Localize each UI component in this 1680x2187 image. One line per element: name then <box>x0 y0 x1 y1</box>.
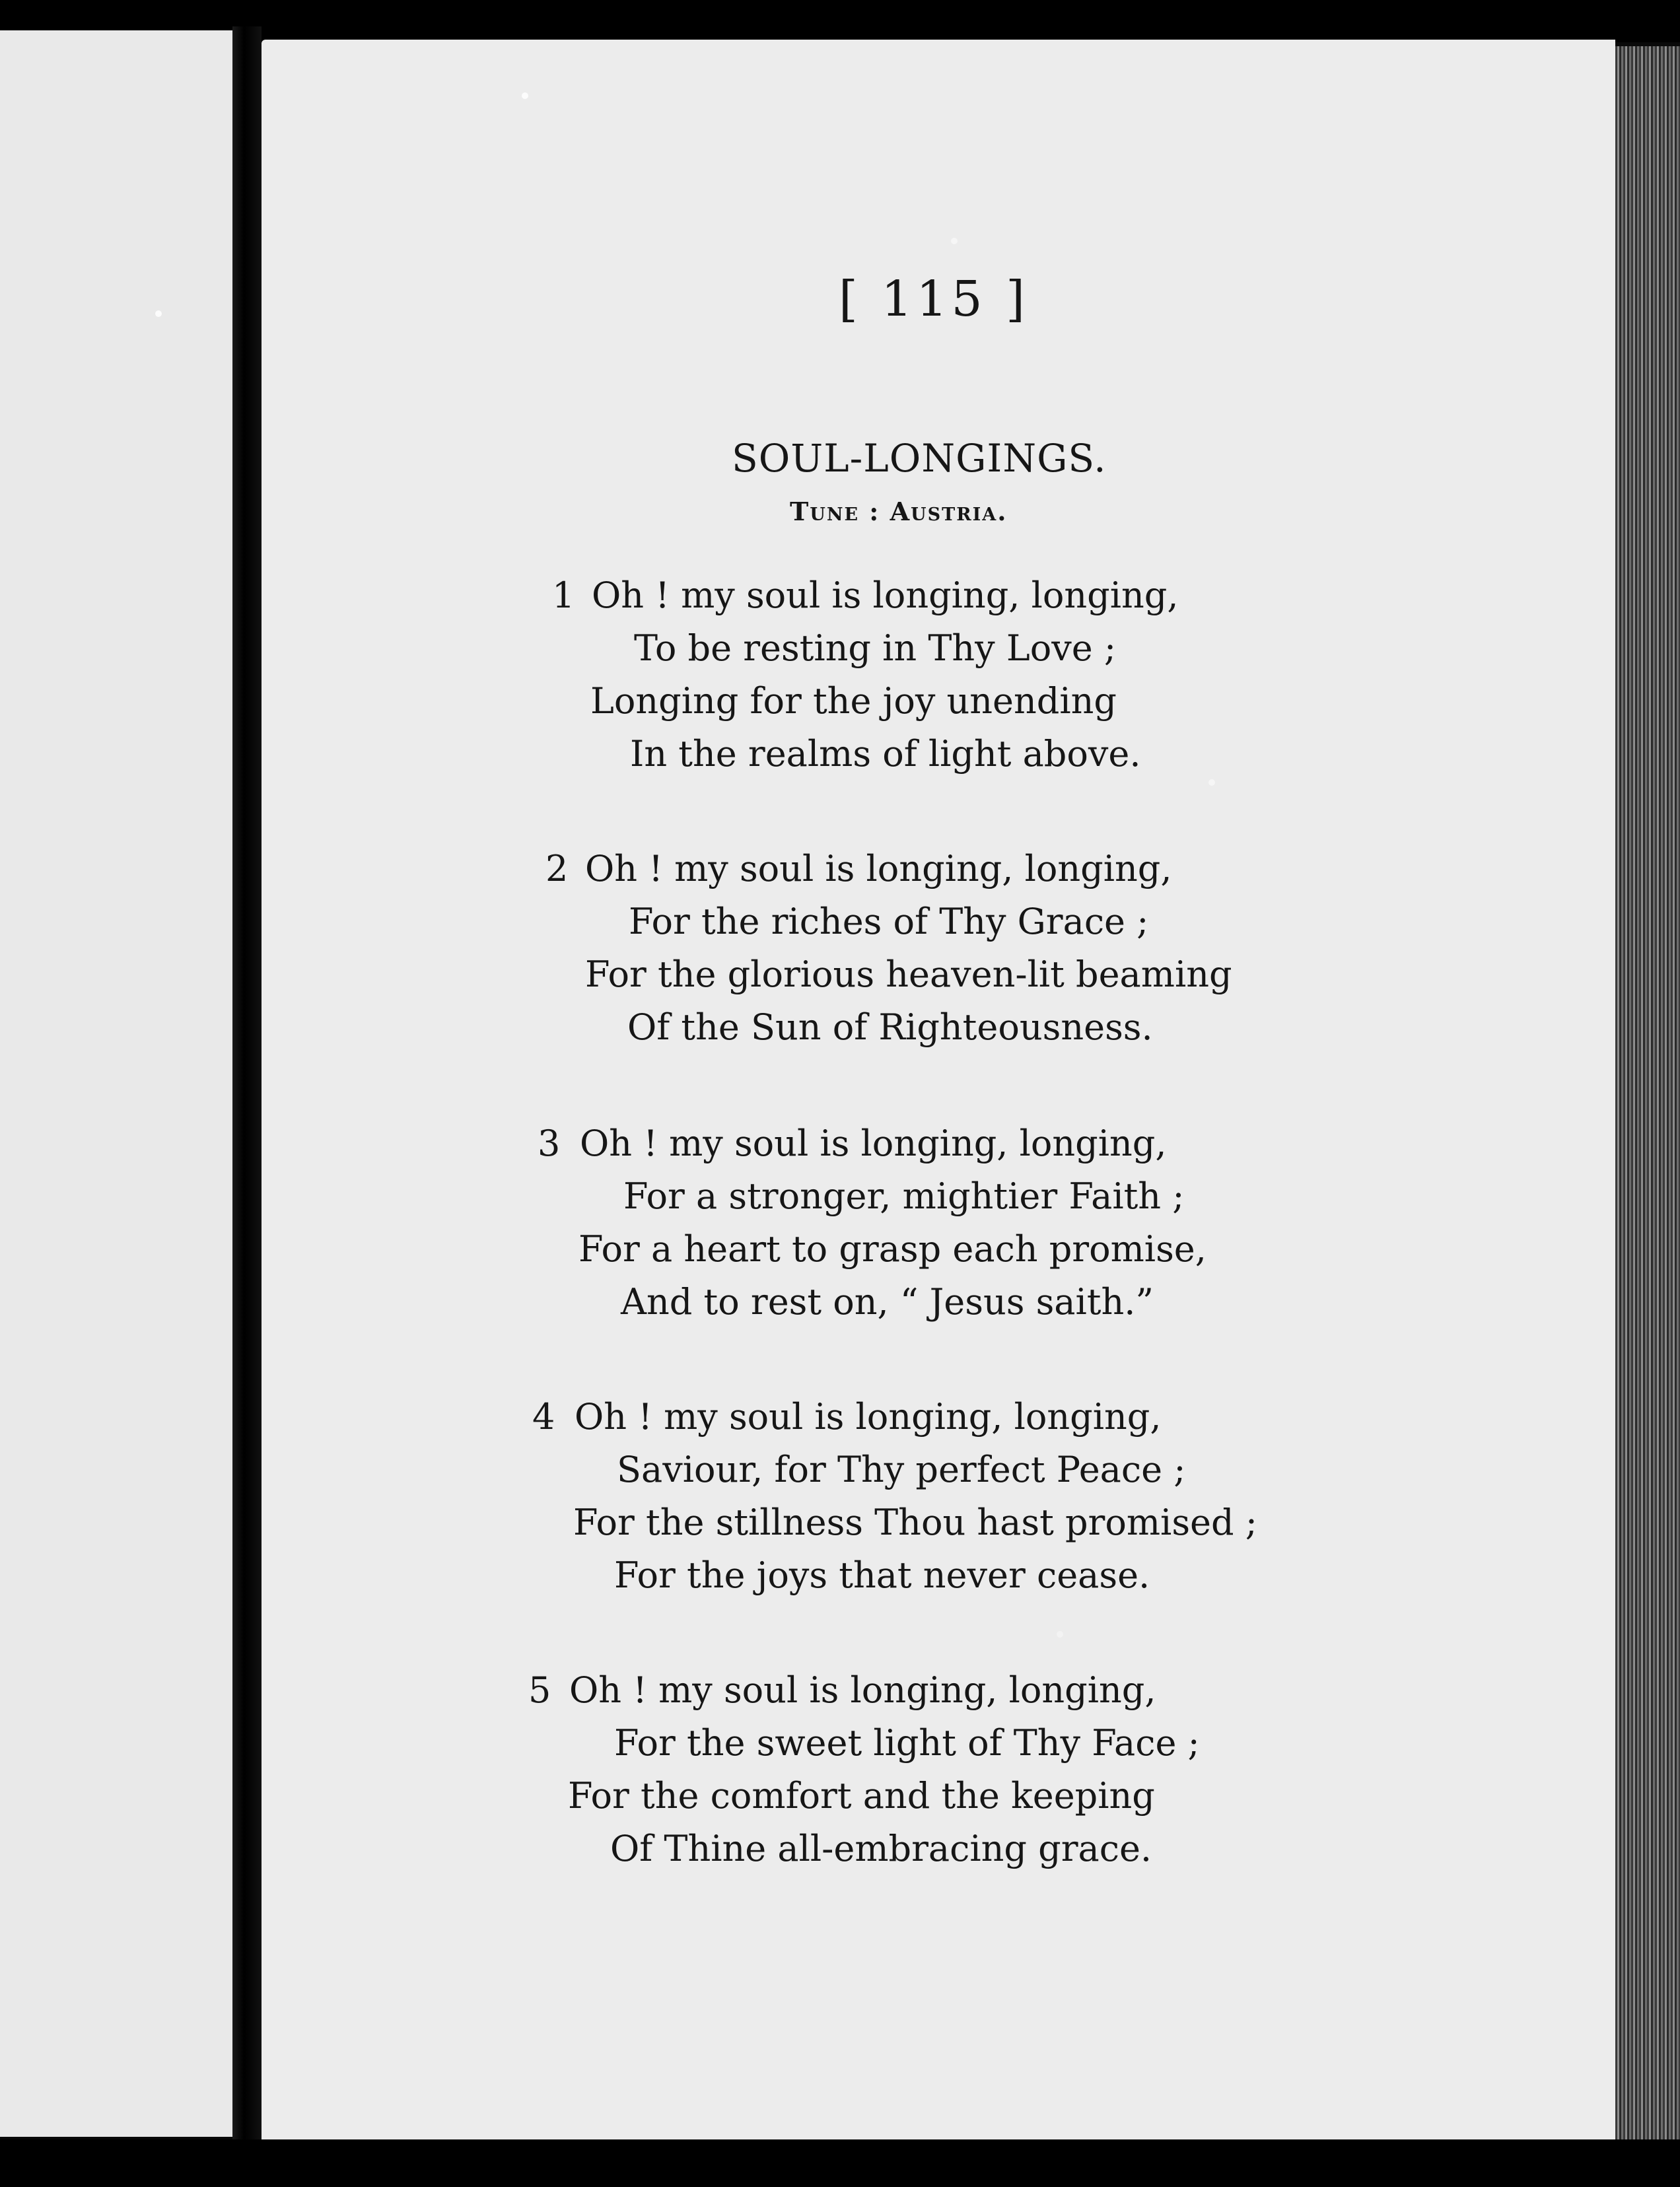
hymn-title: SOUL-LONGINGS. <box>732 436 1107 481</box>
scan-speck <box>522 92 528 99</box>
verse-line: For a heart to grasp each promise, <box>578 1228 1207 1270</box>
scan-speck <box>951 238 958 244</box>
page-edges-stack <box>1615 46 1680 2159</box>
verse-line: To be resting in Thy Love ; <box>634 627 1117 669</box>
verse-line: For the glorious heaven-lit beaming <box>585 954 1232 995</box>
scan-bottom-border <box>0 2139 1680 2187</box>
verse-line: And to rest on, “ Jesus saith.” <box>621 1281 1154 1323</box>
facing-page-left <box>0 30 235 2137</box>
verse-line: In the realms of light above. <box>630 733 1141 775</box>
verse-line: Of Thine all-embracing grace. <box>610 1828 1152 1869</box>
verse-number: 1 <box>552 574 575 616</box>
verse-line: For the stillness Thou hast promised ; <box>573 1502 1257 1543</box>
verse-line: For the comfort and the keeping <box>568 1775 1155 1817</box>
verse-line: Saviour, for Thy perfect Peace ; <box>617 1449 1186 1490</box>
page-number: [ 115 ] <box>839 271 1030 328</box>
verse-line: Oh ! my soul is longing, longing, <box>575 1396 1162 1438</box>
verse-line: For the riches of Thy Grace ; <box>629 901 1149 942</box>
verse-line: For the sweet light of Thy Face ; <box>614 1722 1200 1764</box>
verse-line: For the joys that never cease. <box>614 1554 1150 1596</box>
verse-line: Longing for the joy unending <box>590 680 1117 722</box>
scan-speck <box>1057 1631 1063 1638</box>
scan-speck <box>1208 779 1215 786</box>
verse-number: 4 <box>532 1396 555 1438</box>
page-right <box>262 40 1615 2139</box>
scan-speck <box>155 310 162 317</box>
verse-line: Oh ! my soul is longing, longing, <box>592 574 1179 616</box>
verse-line: Of the Sun of Righteousness. <box>627 1006 1153 1048</box>
verse-number: 5 <box>528 1669 551 1711</box>
verse-line: Oh ! my soul is longing, longing, <box>585 848 1172 889</box>
verse-number: 3 <box>538 1123 561 1164</box>
verse-line: Oh ! my soul is longing, longing, <box>569 1669 1156 1711</box>
book-gutter <box>232 26 262 2187</box>
verse-line: For a stronger, mightier Faith ; <box>623 1175 1185 1217</box>
hymn-tune: Tune : Austria. <box>790 497 1008 526</box>
verse-number: 2 <box>545 848 569 889</box>
verse-line: Oh ! my soul is longing, longing, <box>580 1123 1167 1164</box>
